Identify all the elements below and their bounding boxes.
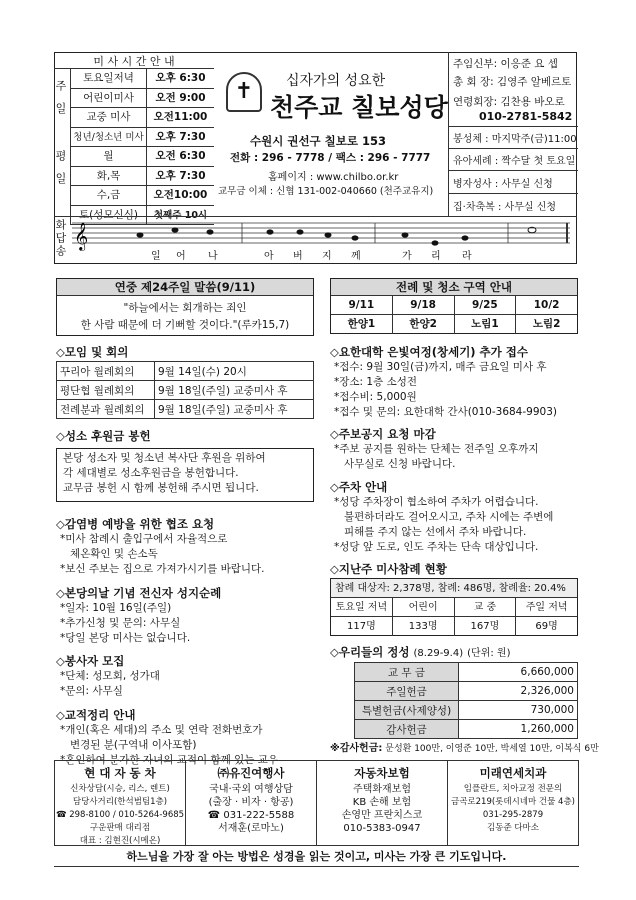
attendance-box bbox=[330, 578, 578, 636]
staff-liaison-phone: 010-2781-5842 bbox=[479, 110, 573, 123]
offering-name: 특별헌금(사제양성) bbox=[355, 701, 459, 720]
body-line: 피해를 주지 않는 선에서 주차 바랍니다. bbox=[344, 526, 527, 538]
ad-line: (출장 · 비자 · 항공) bbox=[208, 797, 294, 808]
church-logo: ✝ bbox=[226, 72, 262, 112]
church-subtitle: 십자가의 성요한 bbox=[286, 73, 386, 89]
hymn-lyric: 라 bbox=[462, 251, 472, 262]
offering-row bbox=[355, 720, 578, 739]
cleaning-date: 9/11 bbox=[331, 296, 393, 314]
ad-line: 임플란트, 치아교정 전문의 bbox=[463, 784, 563, 794]
body-line: 본당 성소자 및 청소년 복사단 후원을 위하여 bbox=[63, 452, 266, 464]
meeting-name: 꾸리아 월례회의 bbox=[57, 362, 155, 381]
schedule-title: 미 사 시 간 안 내 bbox=[54, 53, 214, 69]
body-line: *성당 앞 도로, 인도 주차는 단속 대상입니다. bbox=[334, 541, 539, 553]
ad-card bbox=[55, 761, 186, 845]
offering-title-text: ◇우리들의 정성 bbox=[330, 645, 410, 659]
ad-line: 대표 : 김현진(시메온) bbox=[79, 836, 161, 846]
cleaning-group: 한양1 bbox=[331, 315, 393, 334]
parking-title: ◇주차 안내 bbox=[330, 480, 388, 494]
body-line: 체온확인 및 손소독 bbox=[70, 548, 158, 560]
attendance-value: 69명 bbox=[535, 621, 558, 632]
ad-line: 국내·국외 여행상담 bbox=[209, 784, 293, 795]
word-line1: "하늘에서는 회개하는 죄인 bbox=[123, 302, 247, 314]
meeting-time: 9월 18일(주일) 교중미사 후 bbox=[155, 381, 314, 400]
offering-amount: 2,326,000 bbox=[459, 682, 578, 701]
ad-line: 금곡로219(롯데시네마 건물 4층) bbox=[451, 797, 575, 807]
body-line: *당일 본당 미사는 없습니다. bbox=[60, 632, 191, 644]
church-phone: 전화 : 296 - 7778 / 팩스 : 296 - 7777 bbox=[230, 152, 431, 164]
staff-panel bbox=[448, 52, 577, 216]
body-line: *개인(혹은 세대)의 주소 및 연락 전화번호가 bbox=[60, 724, 263, 736]
schedule-time: 오후 7:30 bbox=[155, 169, 206, 182]
hymn-label: 화답송 bbox=[54, 219, 67, 258]
body-line: *접수: 9월 30일(금)까지, 매주 금요일 미사 후 bbox=[334, 361, 547, 373]
cleaning-group: 노림1 bbox=[455, 315, 517, 334]
offering-row bbox=[355, 701, 578, 720]
staff-president: 총 회 장: 김영주 알베르토 bbox=[453, 76, 572, 88]
body-line: *접수비: 5,000원 bbox=[334, 391, 417, 403]
staff-sick: 병자성사 : 사무실 신청 bbox=[453, 179, 553, 190]
meeting-name: 평단협 월례회의 bbox=[57, 381, 155, 400]
church-homepage[interactable]: 홈페이지 : www.chilbo.or.kr bbox=[268, 172, 399, 183]
john-body bbox=[334, 360, 557, 420]
ad-line: 주택화재보험 bbox=[353, 784, 411, 795]
offering-amount: 1,260,000 bbox=[459, 720, 578, 739]
body-line: *문의: 사무실 bbox=[60, 685, 123, 697]
attendance-value: 167명 bbox=[455, 617, 517, 636]
ad-line: 010-5383-0947 bbox=[343, 823, 421, 834]
ad-card bbox=[186, 761, 317, 845]
ad-line: ☎ 031-222-5588 bbox=[207, 810, 295, 821]
hymn-lyric: 께 bbox=[351, 251, 361, 262]
attendance-summary: 참례 대상자: 2,378명, 참례: 486명, 참례율: 20.4% bbox=[331, 579, 577, 598]
attendance-header: 어린이 bbox=[393, 598, 455, 616]
meeting-time: 9월 14일(수) 20시 bbox=[155, 362, 314, 381]
attendance-header: 토요일 저녁 bbox=[331, 598, 393, 616]
mass-schedule bbox=[70, 69, 214, 225]
hymn-lyrics bbox=[54, 247, 577, 261]
body-line: 불편하더라도 걸어오시고, 주차 시에는 주변에 bbox=[344, 511, 554, 523]
offering-amount: 6,660,000 bbox=[459, 663, 578, 682]
cleaning-date: 10/2 bbox=[533, 299, 560, 311]
schedule-row bbox=[70, 147, 214, 167]
schedule-name: 어린이미사 bbox=[71, 89, 147, 108]
ad-name: 미래연세치과 bbox=[479, 766, 547, 780]
parking-body bbox=[334, 495, 553, 555]
staff-liaison: 연령회장: 김찬용 바오로 bbox=[453, 96, 565, 108]
cleaning-date: 9/18 bbox=[393, 296, 455, 314]
hymn-lyric: 버 bbox=[293, 251, 303, 262]
schedule-time: 첫째주 10시 bbox=[153, 209, 208, 221]
offering-row bbox=[355, 663, 578, 682]
schedule-row bbox=[70, 89, 214, 109]
body-line: *장소: 1층 소성전 bbox=[334, 376, 418, 388]
ad-name: 현 대 자 동 차 bbox=[84, 766, 156, 780]
word-title: 연중 제24주일 말씀(9/11) bbox=[57, 279, 313, 296]
schedule-row bbox=[70, 69, 214, 89]
staff-communion: 봉성체 : 마지막주(금)11:00 bbox=[453, 134, 577, 145]
ads-row bbox=[54, 760, 579, 846]
body-line: 각 세대별로 성소후원금을 봉헌합니다. bbox=[63, 467, 239, 479]
covid-title: ◇감염병 예방을 위한 협조 요청 bbox=[56, 517, 215, 531]
attendance-value: 133명 bbox=[393, 617, 455, 636]
offering-row bbox=[355, 682, 578, 701]
pilgrimage-body bbox=[60, 601, 190, 646]
ad-name: 자동차보험 bbox=[354, 766, 410, 780]
sunday-label: 주 일 bbox=[54, 80, 67, 118]
ad-line: 031-295-2879 bbox=[482, 810, 544, 820]
body-line: *단체: 성모회, 성가대 bbox=[60, 670, 160, 682]
meetings-title: ◇모임 및 회의 bbox=[56, 345, 129, 359]
ad-line: 신차상담(시승, 리스, 렌트) bbox=[70, 784, 170, 794]
attendance-header: 주일 저녁 bbox=[525, 602, 568, 613]
offering-unit: (단위: 원) bbox=[467, 648, 511, 659]
body-line: *혼인하여 분가한 자녀의 교적이 함께 있는 교우 bbox=[60, 754, 278, 766]
covid-body bbox=[60, 532, 265, 577]
meetings-table bbox=[56, 361, 314, 419]
notice-body bbox=[334, 442, 539, 472]
hymn-lyric: 지 bbox=[322, 251, 332, 262]
offering-period: (8.29-9.4) bbox=[413, 648, 464, 659]
footer-quote: 하느님을 가장 잘 아는 방법은 성경을 읽는 것이고, 미사는 가장 큰 기도입니다. bbox=[54, 848, 579, 867]
offering-title bbox=[330, 644, 510, 660]
weekday-label: 평 일 bbox=[54, 150, 67, 188]
schedule-row bbox=[70, 167, 214, 187]
schedule-row bbox=[70, 128, 214, 148]
meeting-row bbox=[57, 400, 314, 419]
ad-line: KB 손해 보험 bbox=[352, 797, 412, 808]
ad-card bbox=[448, 761, 578, 845]
body-line: *추가신청 및 문의: 사무실 bbox=[60, 617, 181, 629]
hymn-lyric: 가 bbox=[402, 251, 412, 262]
schedule-name: 교중 미사 bbox=[71, 108, 147, 127]
ad-line: 구운판매 대리점 bbox=[89, 823, 151, 833]
meeting-name: 전례분과 월례회의 bbox=[57, 400, 155, 419]
ad-line: 김동준 다마소 bbox=[487, 823, 539, 833]
cleaning-date: 9/25 bbox=[455, 296, 517, 314]
notice-title: ◇주보공지 요청 마감 bbox=[330, 427, 436, 441]
schedule-time: 오전 9:00 bbox=[155, 91, 206, 104]
schedule-name: 화,목 bbox=[71, 167, 147, 186]
ad-line: ☎ 298-8100 / 010-5264-9685 bbox=[55, 810, 185, 820]
pilgrimage-title: ◇본당의날 기념 전신자 성지순례 bbox=[56, 586, 222, 600]
offering-thanks bbox=[330, 739, 599, 754]
word-line2: 한 사람 때문에 더 기뻐할 것이다."(루카15,7) bbox=[80, 319, 290, 331]
staff-priest: 주임신부: 이응준 요 셉 bbox=[453, 58, 558, 70]
offering-thanks-text: 문성환 100만, 이영준 10만, 박세열 10만, 이복식 6만 bbox=[385, 744, 599, 754]
body-line: *접수 및 문의: 요한대학 간사(010-3684-9903) bbox=[334, 406, 557, 418]
offering-name: 교 무 금 bbox=[355, 663, 459, 682]
ad-line: 손영만 프란치스코 bbox=[341, 810, 423, 821]
body-line: 사무실로 신청 바랍니다. bbox=[344, 458, 456, 470]
schedule-time: 오전10:00 bbox=[153, 189, 208, 201]
staff-blessing: 집·차축복 : 사무실 신청 bbox=[453, 202, 557, 213]
body-line: *보신 주보는 집으로 가져가시기를 바랍니다. bbox=[60, 563, 265, 575]
schedule-time: 오후 6:30 bbox=[155, 72, 206, 84]
schedule-name: 토(성모신심) bbox=[71, 206, 147, 225]
cleaning-box bbox=[330, 278, 578, 334]
cleaning-group: 노림2 bbox=[532, 318, 561, 330]
attendance-value: 117명 bbox=[331, 617, 393, 636]
cleaning-title: 전례 및 청소 구역 안내 bbox=[331, 279, 577, 296]
hymn-lyric: 일 bbox=[151, 251, 161, 262]
meeting-row bbox=[57, 381, 314, 400]
body-line: 교무금 봉헌 시 함께 봉헌해 주시면 됩니다. bbox=[63, 482, 259, 494]
hymn-lyric: 아 bbox=[264, 251, 274, 262]
ad-card bbox=[317, 761, 448, 845]
schedule-time: 오후 7:30 bbox=[155, 130, 206, 143]
schedule-name: 청년/청소년 미사 bbox=[71, 128, 147, 147]
schedule-name: 수,금 bbox=[71, 186, 147, 205]
schedule-row bbox=[70, 108, 214, 128]
schedule-time: 오전 6:30 bbox=[155, 150, 206, 162]
hymn-lyric: 어 bbox=[176, 251, 186, 262]
ad-name: ㈜유진여행사 bbox=[217, 766, 285, 780]
volunteer-title: ◇봉사자 모집 bbox=[56, 654, 125, 668]
body-line: *미사 참례시 출입구에서 자율적으로 bbox=[60, 533, 228, 545]
church-address: 수원시 권선구 칠보로 153 bbox=[250, 134, 386, 148]
word-box bbox=[56, 278, 314, 336]
offering-name: 감사헌금 bbox=[355, 720, 459, 739]
staff-infant-baptism: 유아세례 : 짝수달 첫 토요일 bbox=[453, 156, 576, 167]
schedule-name: 토요일저녁 bbox=[71, 69, 147, 88]
offering-table bbox=[354, 662, 578, 739]
schedule-time: 오전11:00 bbox=[153, 111, 208, 123]
hymn-lyric: 나 bbox=[208, 251, 218, 262]
offering-name: 주일헌금 bbox=[355, 682, 459, 701]
cleaning-group: 한양2 bbox=[393, 315, 455, 334]
attendance-header: 교 중 bbox=[455, 598, 517, 616]
body-line: 변경된 분(구역내 이사포함) bbox=[70, 739, 197, 751]
schedule-row bbox=[70, 186, 214, 206]
register-title: ◇교적정리 안내 bbox=[56, 708, 136, 722]
offering-amount: 730,000 bbox=[459, 701, 578, 720]
hymn-row bbox=[54, 216, 577, 264]
meeting-time: 9월 18일(주일) 교중미사 후 bbox=[155, 400, 314, 419]
hymn-lyric: 리 bbox=[431, 251, 441, 262]
offering-thanks-label: ※감사헌금: bbox=[330, 743, 383, 754]
vocation-title: ◇성소 후원금 봉헌 bbox=[56, 429, 151, 443]
vocation-box bbox=[56, 448, 314, 502]
body-line: *일자: 10월 16일(주일) bbox=[60, 602, 172, 614]
church-account: 교무금 이체 : 신협 131-002-040660 (천주교유지) bbox=[218, 186, 434, 197]
volunteer-body bbox=[60, 669, 160, 699]
meeting-row bbox=[57, 362, 314, 381]
john-title: ◇요한대학 은빛여정(창세기) 추가 접수 bbox=[330, 345, 528, 359]
ad-line: 서재훈(로마노) bbox=[218, 823, 284, 834]
church-name: 천주교 칠보성당 bbox=[270, 93, 448, 122]
svg-text:𝄞: 𝄞 bbox=[74, 222, 89, 250]
ad-line: 담당사거리(한석범팀1층) bbox=[72, 797, 168, 807]
body-line: *성당 주차장이 협소하여 주차가 어렵습니다. bbox=[334, 496, 539, 508]
attendance-title: ◇지난주 미사참례 현황 bbox=[330, 562, 447, 576]
schedule-name: 월 bbox=[71, 147, 147, 166]
body-line: *주보 공지를 원하는 단체는 전주일 오후까지 bbox=[334, 443, 539, 455]
